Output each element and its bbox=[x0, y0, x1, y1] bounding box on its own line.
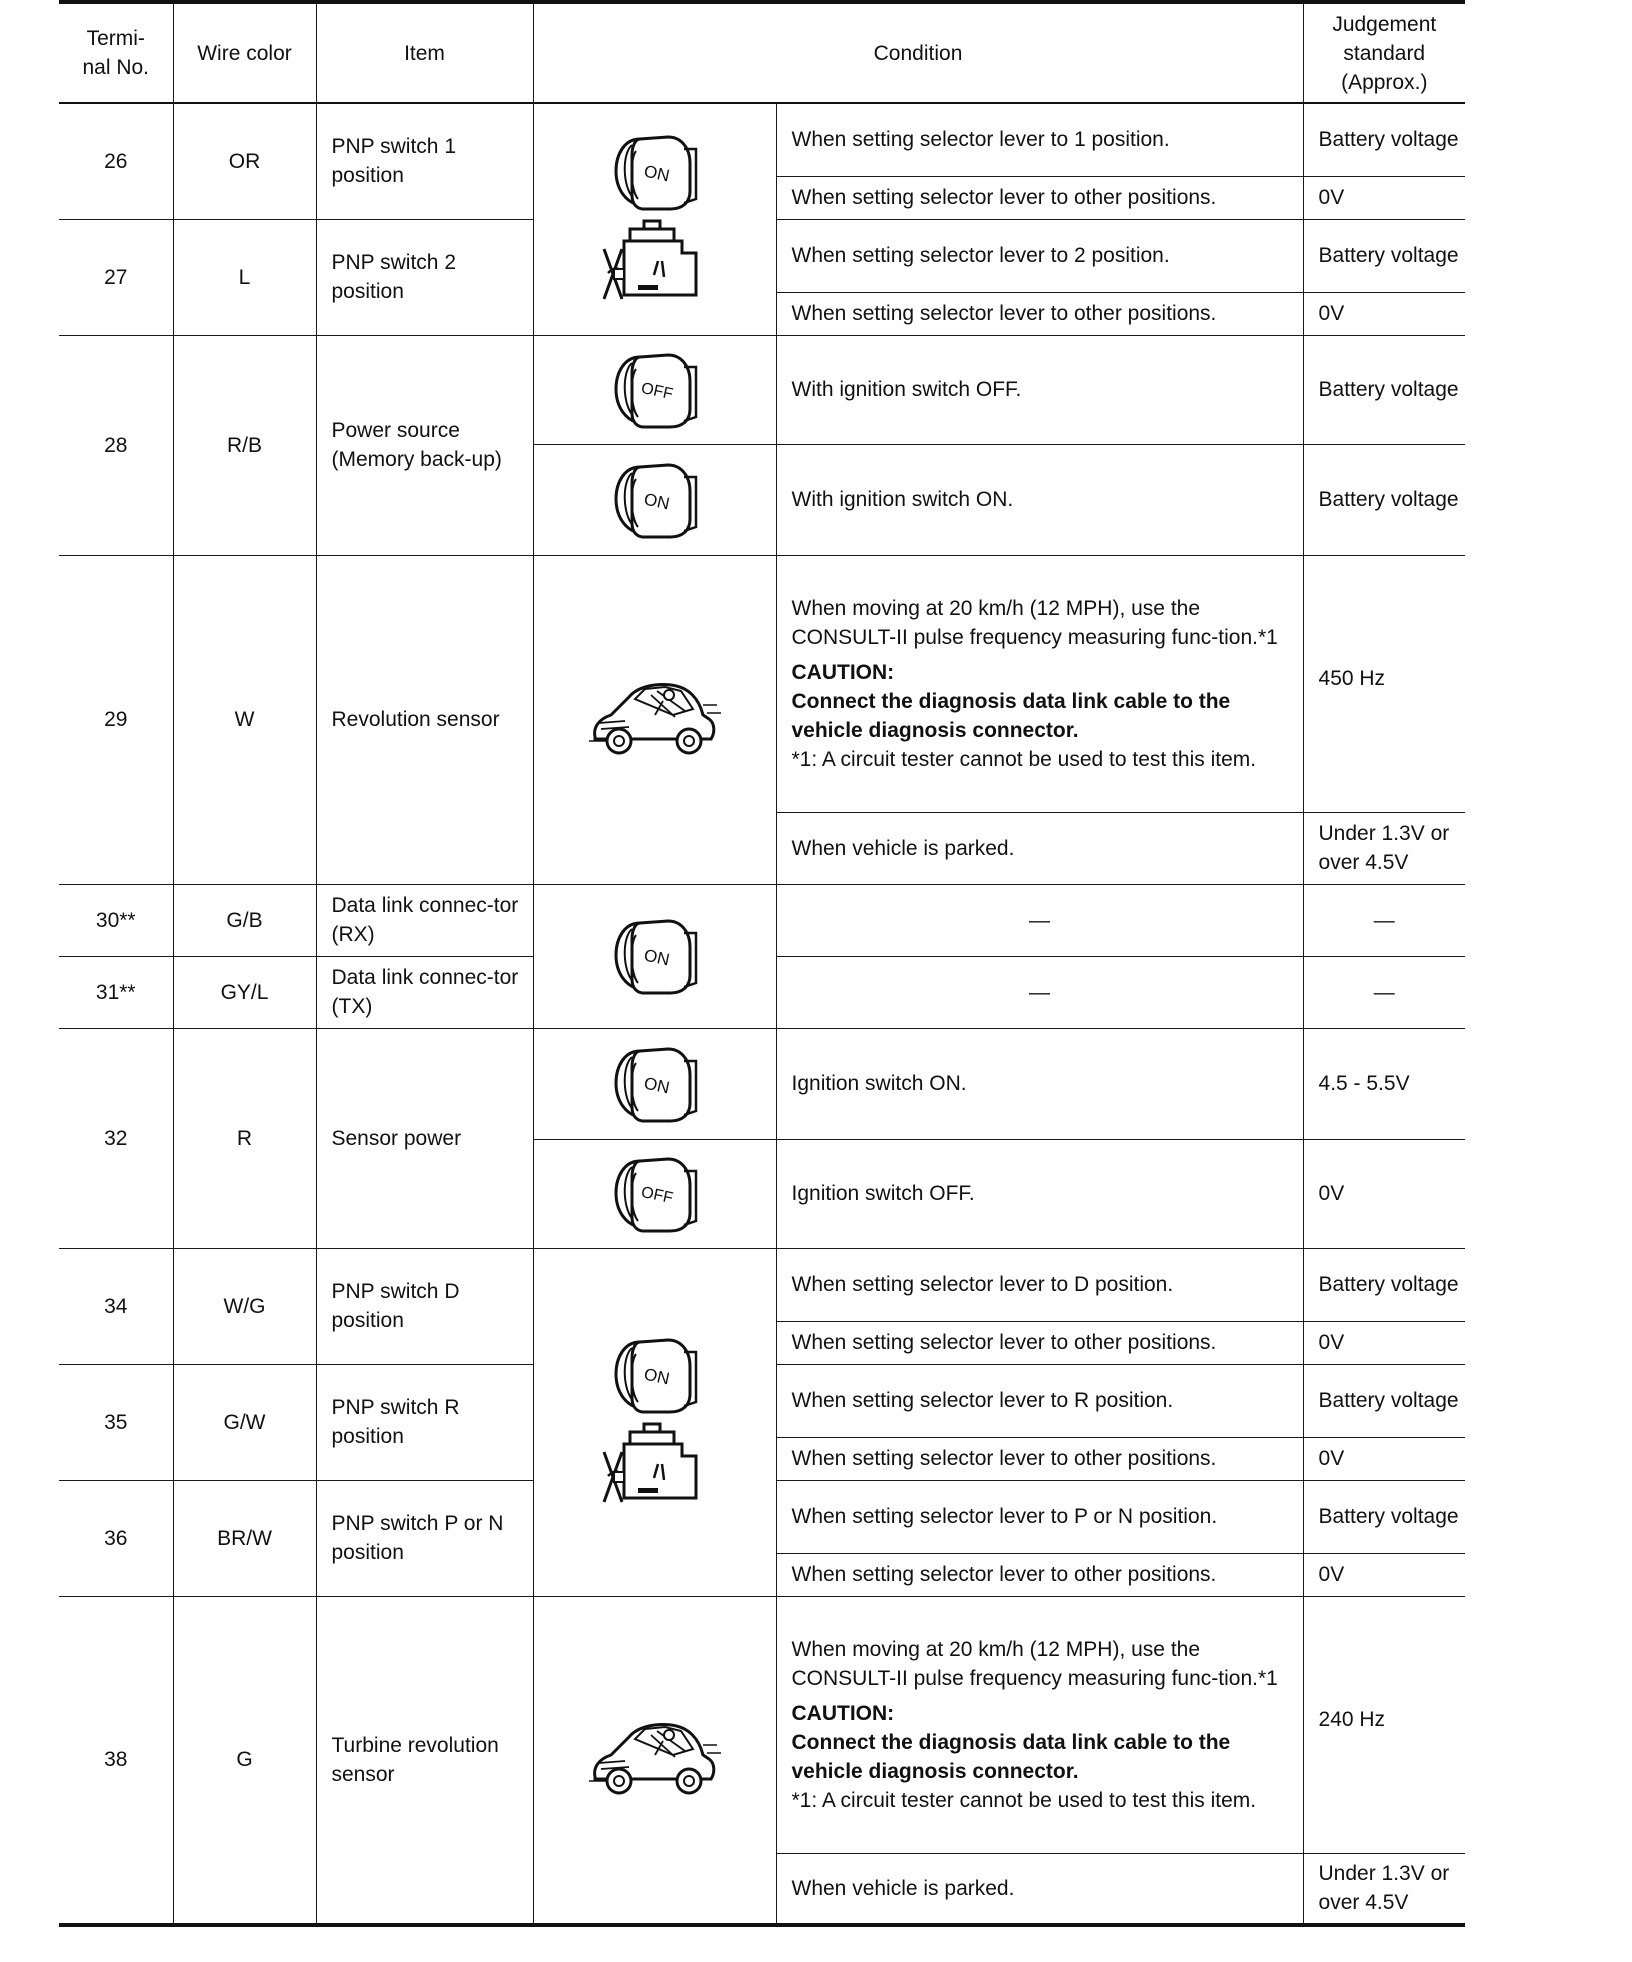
footnote: *1: A circuit tester cannot be used to test this item. bbox=[791, 1788, 1257, 1812]
ignition-key-on-icon: ON bbox=[610, 913, 700, 999]
item-name: Sensor power bbox=[316, 1028, 533, 1248]
table-row bbox=[59, 1248, 1465, 1321]
header-judgement: Judgement standard (Approx.) bbox=[1303, 2, 1465, 103]
header-terminal: Termi- nal No. bbox=[59, 2, 173, 103]
table-row bbox=[59, 335, 1465, 444]
wire-color: R bbox=[173, 1028, 316, 1248]
wire-color: GY/L bbox=[173, 956, 316, 1028]
condition-text: When setting selector lever to D position. bbox=[776, 1248, 1303, 1321]
footnote: *1: A circuit tester cannot be used to test this item. bbox=[791, 747, 1257, 771]
judgement-value: Battery voltage bbox=[1303, 1248, 1465, 1321]
wire-color: G/B bbox=[173, 884, 316, 956]
condition-text: When setting selector lever to 2 position. bbox=[776, 219, 1303, 292]
table-row bbox=[59, 884, 1465, 956]
condition-text: Ignition switch ON. bbox=[776, 1028, 1303, 1139]
terminal-number: 35 bbox=[59, 1364, 173, 1480]
condition-text: When setting selector lever to P or N position. bbox=[776, 1480, 1303, 1553]
item-name: Data link connec-tor (TX) bbox=[316, 956, 533, 1028]
caution-label: CAUTION: bbox=[791, 1701, 895, 1725]
vehicle-driving-icon bbox=[534, 675, 776, 765]
judgement-value: Battery voltage bbox=[1303, 219, 1465, 292]
icon-cell bbox=[533, 1248, 776, 1596]
condition-text: When vehicle is parked. bbox=[776, 1853, 1303, 1925]
judgement-value: Battery voltage bbox=[1303, 1480, 1465, 1553]
terminal-table bbox=[59, 0, 1465, 1927]
item-name: PNP switch 1 position bbox=[316, 103, 533, 219]
judgement-value: Battery voltage bbox=[1303, 335, 1465, 444]
judgement-value: Battery voltage bbox=[1303, 444, 1465, 555]
icon-cell bbox=[533, 103, 776, 335]
condition-text: — bbox=[776, 956, 1303, 1028]
judgement-value: 0V bbox=[1303, 292, 1465, 335]
table-row bbox=[59, 1596, 1465, 1853]
judgement-value: 0V bbox=[1303, 1139, 1465, 1248]
condition-text: — bbox=[776, 884, 1303, 956]
item-name: Data link connec-tor (RX) bbox=[316, 884, 533, 956]
condition-text: When setting selector lever to R position. bbox=[776, 1364, 1303, 1437]
judgement-value: 0V bbox=[1303, 1437, 1465, 1480]
icon-cell bbox=[533, 1596, 776, 1925]
terminal-number: 36 bbox=[59, 1480, 173, 1596]
ignition-key-on-icon: ON bbox=[610, 1332, 700, 1418]
terminal-number: 31** bbox=[59, 956, 173, 1028]
wire-color: W/G bbox=[173, 1248, 316, 1364]
engine-stopped-icon bbox=[534, 219, 776, 309]
wire-color: W bbox=[173, 555, 316, 884]
condition-text: When setting selector lever to other positions. bbox=[776, 1553, 1303, 1596]
wire-color: G/W bbox=[173, 1364, 316, 1480]
terminal-number: 34 bbox=[59, 1248, 173, 1364]
ignition-key-off-icon: OFF bbox=[610, 1151, 700, 1237]
ignition-key-off-icon: OFF bbox=[610, 347, 700, 433]
item-name: PNP switch P or N position bbox=[316, 1480, 533, 1596]
table-row bbox=[59, 1028, 1465, 1139]
judgement-value: 0V bbox=[1303, 176, 1465, 219]
judgement-value: 240 Hz bbox=[1303, 1596, 1465, 1853]
terminal-number: 28 bbox=[59, 335, 173, 555]
condition-text: With ignition switch OFF. bbox=[776, 335, 1303, 444]
engine-stopped-icon bbox=[534, 1422, 776, 1512]
terminal-number: 26 bbox=[59, 103, 173, 219]
table-row bbox=[59, 103, 1465, 176]
condition-text: When moving at 20 km/h (12 MPH), use the CONSULT-II pulse frequency measuring func-tion.*1 bbox=[791, 596, 1278, 649]
condition-text: When setting selector lever to other positions. bbox=[776, 292, 1303, 335]
condition-caution bbox=[776, 1596, 1303, 1853]
header-item: Item bbox=[316, 2, 533, 103]
condition-text: With ignition switch ON. bbox=[776, 444, 1303, 555]
wire-color: R/B bbox=[173, 335, 316, 555]
wire-color: G bbox=[173, 1596, 316, 1925]
judgement-value: 4.5 - 5.5V bbox=[1303, 1028, 1465, 1139]
judgement-value: 0V bbox=[1303, 1553, 1465, 1596]
header-wire-color: Wire color bbox=[173, 2, 316, 103]
vehicle-driving-icon bbox=[534, 1715, 776, 1805]
caution-text: Connect the diagnosis data link cable to the vehicle diagnosis connector. bbox=[791, 689, 1231, 742]
header-condition: Condition bbox=[533, 2, 1303, 103]
terminal-table-sheet bbox=[59, 0, 1465, 1927]
judgement-value: Battery voltage bbox=[1303, 103, 1465, 176]
judgement-value: 450 Hz bbox=[1303, 555, 1465, 812]
item-name: Turbine revolution sensor bbox=[316, 1596, 533, 1925]
condition-caution bbox=[776, 555, 1303, 812]
condition-text: When setting selector lever to other positions. bbox=[776, 1437, 1303, 1480]
item-name: PNP switch R position bbox=[316, 1364, 533, 1480]
terminal-number: 27 bbox=[59, 219, 173, 335]
terminal-number: 32 bbox=[59, 1028, 173, 1248]
judgement-value: Under 1.3V or over 4.5V bbox=[1303, 812, 1465, 884]
judgement-value: Battery voltage bbox=[1303, 1364, 1465, 1437]
ignition-key-on-icon: ON bbox=[610, 1041, 700, 1127]
ignition-key-on-icon: ON bbox=[610, 129, 700, 215]
wire-color: OR bbox=[173, 103, 316, 219]
condition-text: When vehicle is parked. bbox=[776, 812, 1303, 884]
icon-cell bbox=[533, 444, 776, 555]
icon-cell bbox=[533, 1028, 776, 1139]
icon-cell bbox=[533, 555, 776, 884]
table-row bbox=[59, 555, 1465, 812]
caution-label: CAUTION: bbox=[791, 660, 895, 684]
item-name: Power source (Memory back-up) bbox=[316, 335, 533, 555]
header-row bbox=[59, 2, 1465, 103]
item-name: Revolution sensor bbox=[316, 555, 533, 884]
judgement-value: 0V bbox=[1303, 1321, 1465, 1364]
condition-text: When setting selector lever to other positions. bbox=[776, 176, 1303, 219]
icon-cell bbox=[533, 335, 776, 444]
condition-text: When setting selector lever to other positions. bbox=[776, 1321, 1303, 1364]
terminal-number: 30** bbox=[59, 884, 173, 956]
terminal-number: 38 bbox=[59, 1596, 173, 1925]
terminal-number: 29 bbox=[59, 555, 173, 884]
wire-color: BR/W bbox=[173, 1480, 316, 1596]
item-name: PNP switch D position bbox=[316, 1248, 533, 1364]
condition-text: Ignition switch OFF. bbox=[776, 1139, 1303, 1248]
judgement-value: Under 1.3V or over 4.5V bbox=[1303, 1853, 1465, 1925]
judgement-value: — bbox=[1303, 884, 1465, 956]
icon-cell bbox=[533, 1139, 776, 1248]
ignition-key-on-icon: ON bbox=[610, 457, 700, 543]
condition-text: When moving at 20 km/h (12 MPH), use the CONSULT-II pulse frequency measuring func-tion.*1 bbox=[791, 1637, 1278, 1690]
judgement-value: — bbox=[1303, 956, 1465, 1028]
item-name: PNP switch 2 position bbox=[316, 219, 533, 335]
wire-color: L bbox=[173, 219, 316, 335]
caution-text: Connect the diagnosis data link cable to the vehicle diagnosis connector. bbox=[791, 1730, 1231, 1783]
icon-cell bbox=[533, 884, 776, 1028]
condition-text: When setting selector lever to 1 position. bbox=[776, 103, 1303, 176]
